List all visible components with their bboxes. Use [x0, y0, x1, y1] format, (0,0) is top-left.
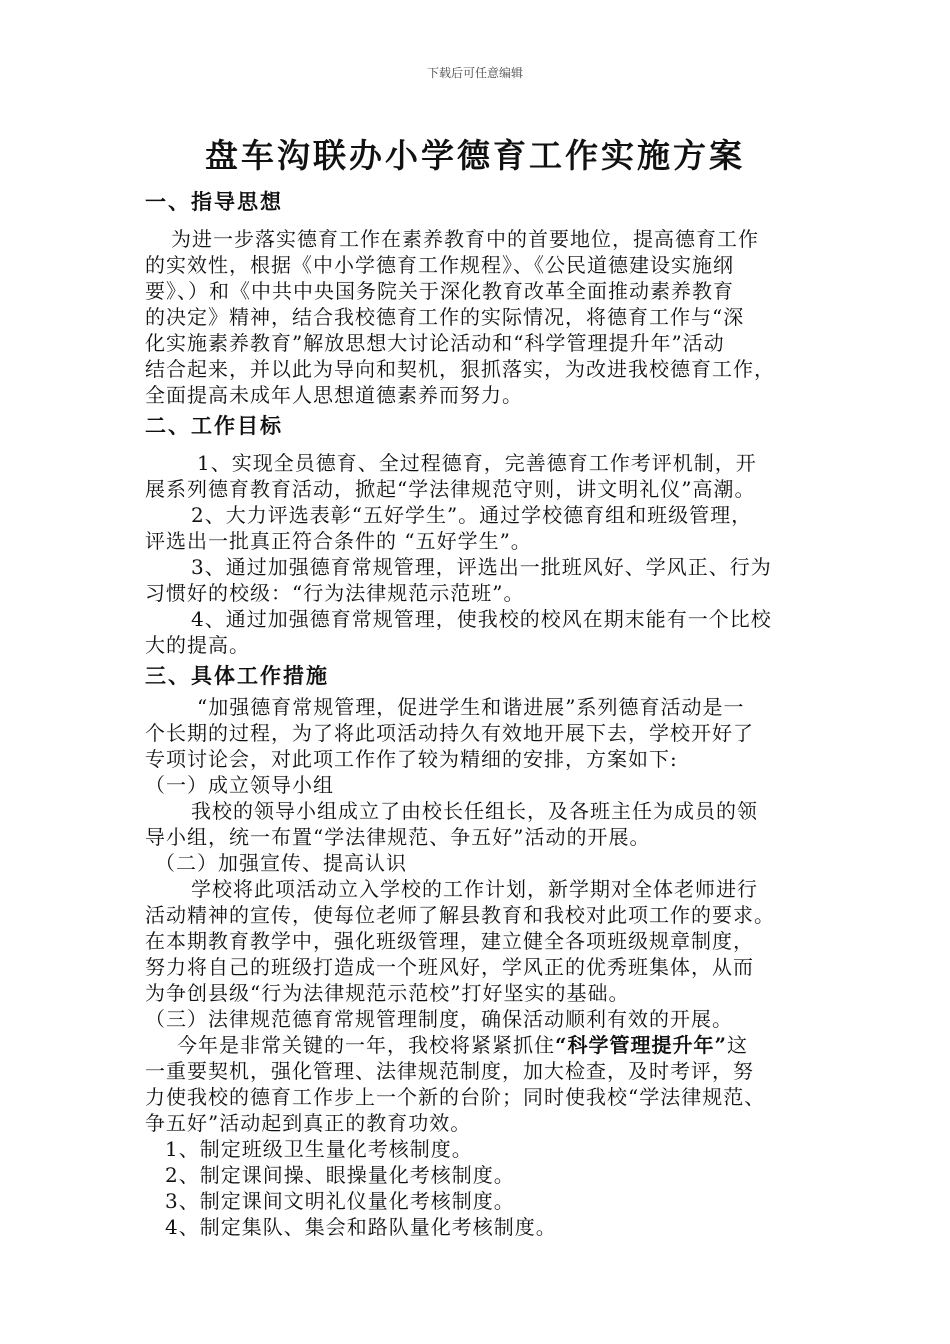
text-line: 我校的领导小组成立了由校长任组长，及各班主任为成员的领	[191, 799, 758, 823]
section-heading-guiding-thought: 一、指导思想	[145, 189, 283, 214]
document-title: 盘车沟联办小学德育工作实施方案	[205, 136, 745, 175]
goal-item-cont: 大的提高。	[145, 633, 250, 657]
text-line: 专项讨论会，对此项工作作了较为精细的安排，方案如下:	[145, 747, 678, 771]
text-line: 努力将自己的班级打造成一个班风好，学风正的优秀班集体，从而	[145, 955, 754, 979]
text-line: 化实施素养教育”解放思想大讨论活动和“科学管理提升年”活动	[145, 331, 725, 355]
goal-item-cont: 习惯好的校级：“行为法律规范示范班”。	[145, 581, 525, 605]
text-line: 的决定》精神，结合我校德育工作的实际情况，将德育工作与“深	[145, 305, 745, 329]
goals-list	[145, 450, 817, 658]
text-line: 一重要契机，强化管理、法律规范制度，加大检查，及时考评，努	[145, 1059, 754, 1083]
rule-item: 4、制定集队、集会和路队量化考核制度。	[165, 1215, 557, 1239]
text-fragment: 今年是非常关键的一年，我校将紧紧抓住	[177, 1033, 555, 1057]
text-line: 全面提高未成年人思想道德素养而努力。	[145, 383, 523, 407]
subheading-leadership-group: （一）成立领导小组	[145, 773, 334, 797]
rule-item: 2、制定课间操、眼操量化考核制度。	[165, 1163, 515, 1187]
section-heading-measures: 三、具体工作措施	[145, 663, 329, 688]
text-line: 的实效性，根据《中小学德育工作规程》、《公民道德建设实施纲	[145, 253, 734, 277]
text-line: “加强德育常规管理，促进学生和谐进展”系列德育活动是一	[197, 695, 745, 719]
text-fragment: 这	[727, 1033, 749, 1057]
text-line: 导小组，统一布置“学法律规范、争五好”活动的开展。	[145, 825, 651, 849]
goal-item: 3、通过加强德育常规管理，评选出一批班风好、学风正、行为	[191, 555, 772, 579]
text-line: 活动精神的宣传，使每位老师了解县教育和我校对此项工作的要求。	[145, 903, 775, 927]
text-line: 学校将此项活动立入学校的工作计划，新学期对全体老师进行	[191, 877, 758, 901]
header-note: 下载后可任意编辑	[426, 66, 523, 80]
text-line: 要》、）和《中共中央国务院关于深化教育改革全面推动素养教育	[145, 279, 734, 303]
goal-item: 2、大力评选表彰“五好学生”。通过学校德育组和班级管理，	[191, 503, 753, 527]
text-line: 力使我校的德育工作步上一个新的台阶；同时使我校“学法律规范、	[145, 1085, 766, 1109]
text-line: 争五好”活动起到真正的教育功效。	[145, 1111, 472, 1135]
goal-item-cont: 评选出一批真正符合条件的 “五好学生”。	[145, 529, 532, 553]
goal-item: 4、通过加强德育常规管理，使我校的校风在期末能有一个比校	[191, 607, 772, 631]
paragraph-guiding-thought	[145, 226, 817, 408]
goal-item-cont: 展系列德育教育活动，掀起“学法律规范守则，讲文明礼仪”高潮。	[145, 477, 756, 501]
rule-item: 3、制定课间文明礼仪量化考核制度。	[165, 1189, 515, 1213]
text-line	[145, 1032, 817, 1058]
subheading-publicity: （二）加强宣传、提高认识	[155, 851, 407, 875]
section-heading-work-goals: 二、工作目标	[145, 413, 283, 438]
text-line: 结合起来，并以此为导向和契机，狠抓落实，为改进我校德育工作，	[145, 357, 775, 381]
text-line: 为进一步落实德育工作在素养教育中的首要地位，提高德育工作	[171, 227, 759, 251]
text-line: 个长期的过程，为了将此项活动持久有效地开展下去，学校开好了	[145, 721, 754, 745]
subheading-management-system: （三）法律规范德育常规管理制度，确保活动顺利有效的开展。	[145, 1007, 733, 1031]
text-line: 为争创县级“行为法律规范示范校”打好坚实的基础。	[145, 981, 630, 1005]
measures-body	[145, 694, 817, 1240]
rule-item: 1、制定班级卫生量化考核制度。	[165, 1137, 473, 1161]
text-line: 在本期教育教学中，强化班级管理，建立健全各项班级规章制度，	[145, 929, 754, 953]
emphasis-text: “科学管理提升年”	[555, 1033, 728, 1057]
goal-item: 1、实现全员德育、全过程德育，完善德育工作考评机制，开	[197, 451, 757, 475]
